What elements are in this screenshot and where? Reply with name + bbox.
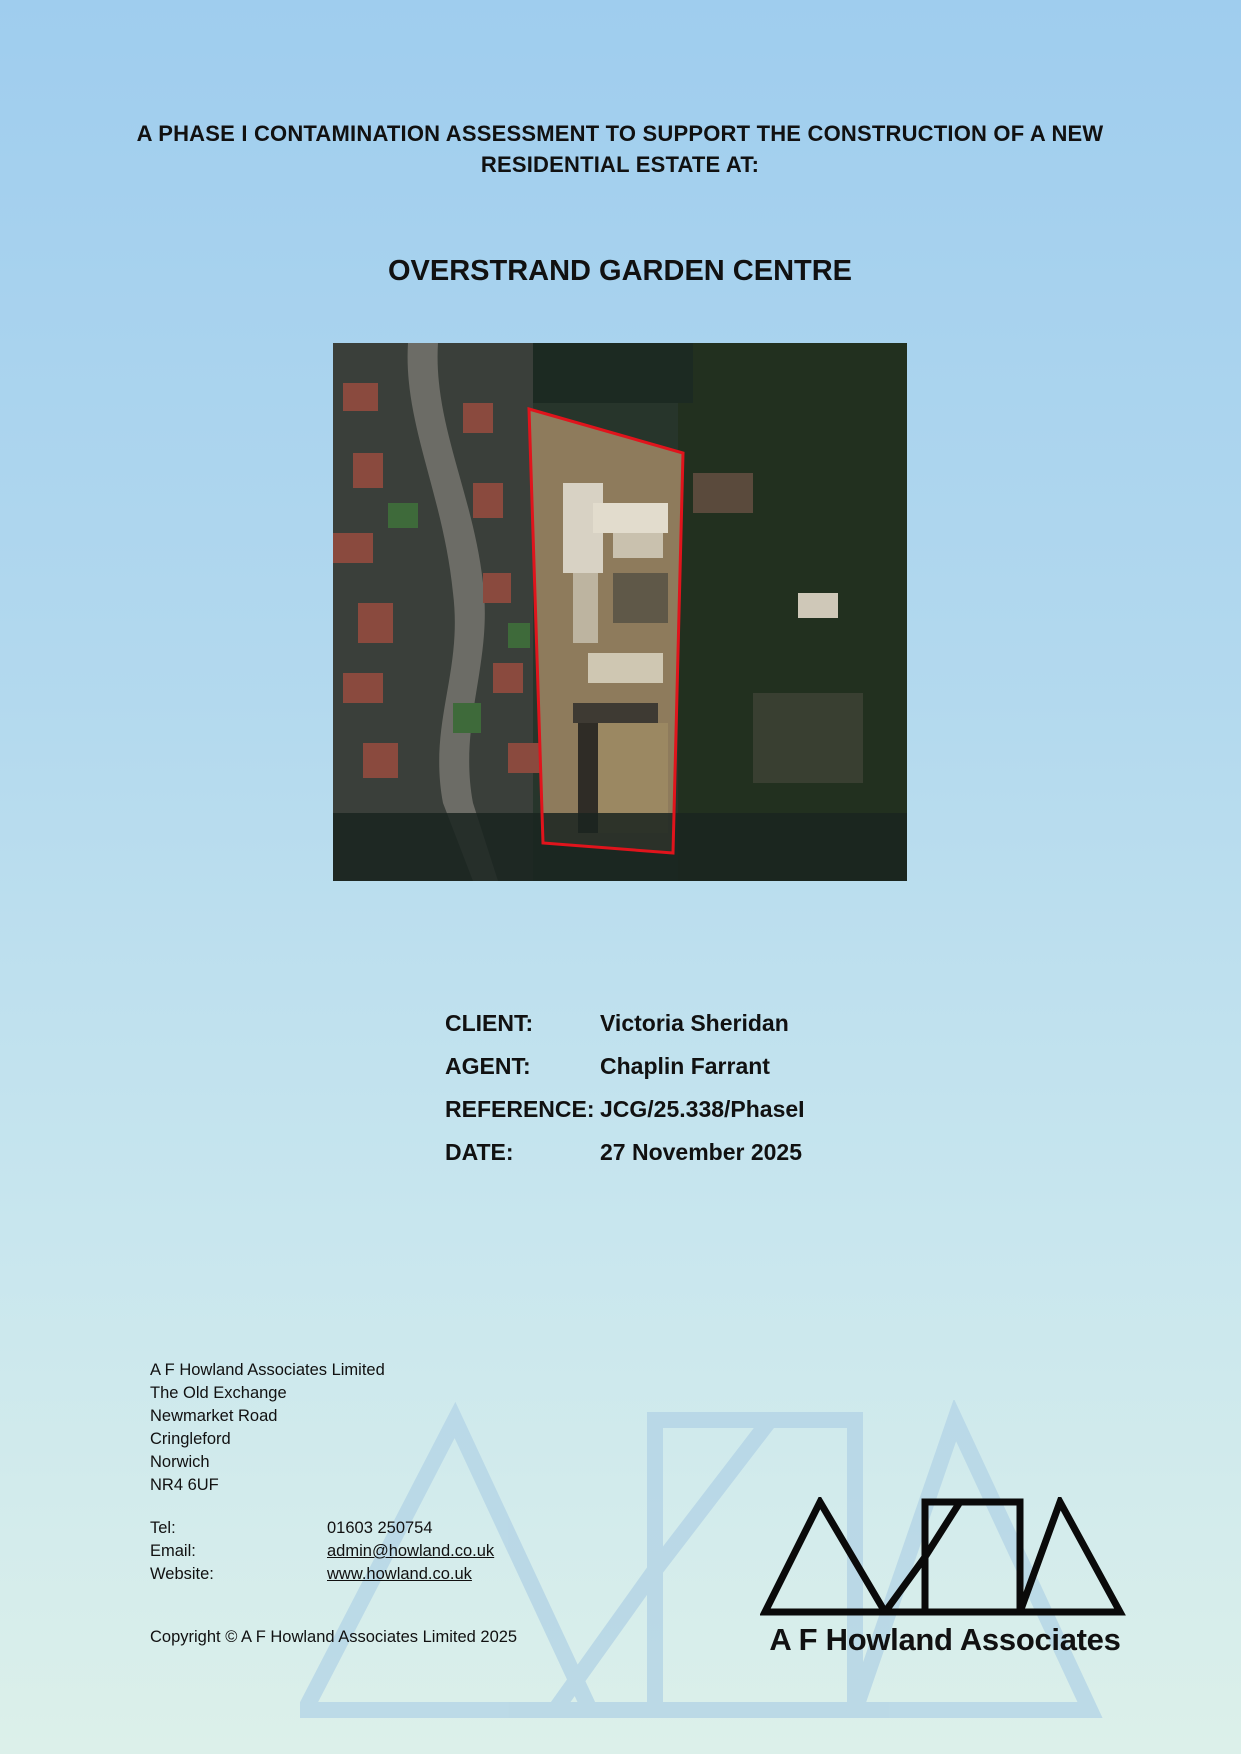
howland-logo-text: A F Howland Associates xyxy=(769,1622,1121,1657)
subtitle-line-2: RESIDENTIAL ESTATE AT: xyxy=(480,152,760,177)
detail-row-client xyxy=(445,1002,805,1045)
client-value: Victoria Sheridan xyxy=(600,1010,789,1036)
email-label: Email: xyxy=(150,1542,196,1560)
tel-label: Tel: xyxy=(150,1519,176,1537)
website-label: Website: xyxy=(150,1565,214,1583)
agent-value: Chaplin Farrant xyxy=(600,1053,770,1079)
address-line-4: Norwich xyxy=(150,1453,210,1471)
reference-value: JCG/25.338/PhaseI xyxy=(600,1096,805,1122)
contact-row-website xyxy=(150,1563,494,1586)
address-line-3: Cringleford xyxy=(150,1430,231,1448)
date-value: 27 November 2025 xyxy=(600,1139,803,1165)
agent-label: AGENT: xyxy=(445,1053,531,1079)
aerial-site-photo xyxy=(333,343,907,881)
address-line-2: Newmarket Road xyxy=(150,1407,278,1425)
email-link[interactable]: admin@howland.co.uk xyxy=(327,1542,495,1560)
detail-row-reference xyxy=(445,1088,805,1131)
client-label: CLIENT: xyxy=(445,1010,534,1036)
company-address xyxy=(150,1359,385,1497)
report-subtitle xyxy=(120,118,1120,180)
project-details xyxy=(445,1002,805,1174)
detail-row-date xyxy=(445,1131,805,1174)
address-postcode: NR4 6UF xyxy=(150,1476,219,1494)
contact-details xyxy=(150,1517,494,1586)
date-label: DATE: xyxy=(445,1139,514,1165)
copyright-notice: Copyright © A F Howland Associates Limited 2025 xyxy=(150,1628,518,1646)
site-name-title: OVERSTRAND GARDEN CENTRE xyxy=(387,255,853,287)
address-line-1: The Old Exchange xyxy=(150,1384,287,1402)
tel-value: 01603 250754 xyxy=(327,1519,433,1537)
subtitle-line-1: A PHASE I CONTAMINATION ASSESSMENT TO SUPPORT THE CONSTRUCTION OF A NEW xyxy=(136,121,1104,146)
contact-row-email xyxy=(150,1540,494,1563)
detail-row-agent xyxy=(445,1045,805,1088)
website-link[interactable]: www.howland.co.uk xyxy=(327,1565,472,1583)
contact-row-tel xyxy=(150,1517,494,1540)
company-name: A F Howland Associates Limited xyxy=(150,1361,385,1379)
reference-label: REFERENCE: xyxy=(445,1096,595,1122)
